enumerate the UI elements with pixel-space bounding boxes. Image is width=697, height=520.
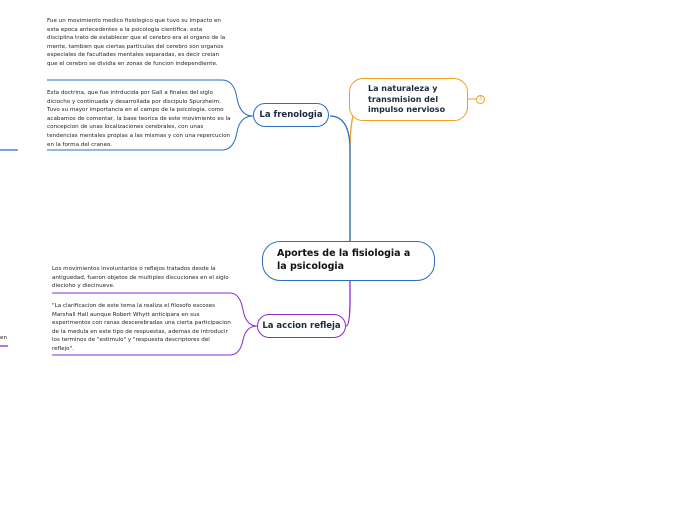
note-accion-1[interactable]: Los movimientos involuntarios o reflejos tratados desde la antiguedad, fueron objetos de multiples discuciones en el siglo diecioho y diecinueve. xyxy=(52,266,229,290)
note-frenologia-1[interactable]: Fue un movimiento medico fisiologico que tuvo su impacto en esta epoca antecedentes a la psicologia cientifica. esta disciplina trato de establecer que el cerebro era el organo de la mente, tambien que ciertas particulas del cerebro son organos especiales de facultades mentales separadas, es decir creian que el cerebro se dividia en zonas de funcion independiente. xyxy=(47,18,226,67)
note-frenologia-2[interactable]: Esta doctrina, que fue intrducida por Gall a finales del siglo diciocho y continuada y desarrollada por discipulo Spurzheim. Tuvo su mayor importancia en el campo de la psicologia. como acabamos de comentar, la base teorica de este movimiento es la concepcion de unas localizaciones cerebrales, con unas tendencias mentales propias a las mismas y con una repercucion en la forma del craneo. xyxy=(47,90,231,148)
link-central-naturaleza xyxy=(350,100,366,241)
central-topic[interactable]: Aportes de la fisiologia a la psicologia xyxy=(262,241,435,281)
link-central-frenologia xyxy=(330,116,350,241)
topic-naturaleza[interactable]: La naturaleza y transmision del impulso nervioso xyxy=(349,78,468,121)
edge-text-fragment: en xyxy=(0,335,7,341)
note-accion-2[interactable]: "La clarificacion de este tema la realiza el filosofo escoses Marshall Hall aunque Robert Whytt anticipara en sus experimentos con ranas descerebradas una cierta participacion de la medula en este tipo de respuestas, ademas de introducir los terminos de "estimulo" y "respuesta descriptores del reflejo". xyxy=(52,303,231,352)
topic-accion-refleja[interactable]: La accion refleja xyxy=(257,314,346,338)
collapse-toggle-icon[interactable]: 3 xyxy=(476,95,485,104)
link-central-accion xyxy=(346,281,350,326)
topic-frenologia[interactable]: La frenologia xyxy=(253,103,329,127)
